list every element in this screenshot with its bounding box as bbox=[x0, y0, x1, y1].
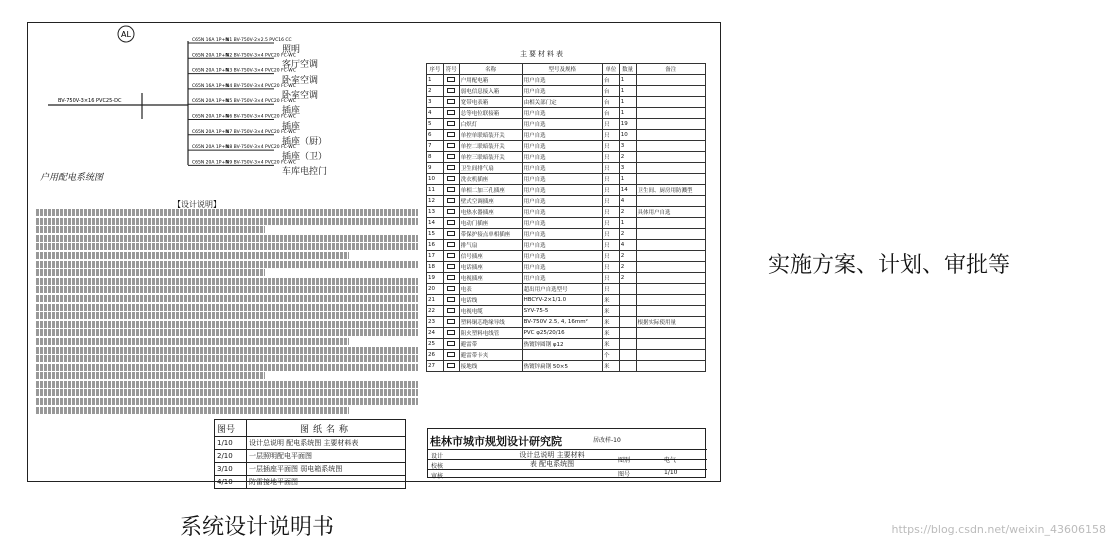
materials-row: 19 电视插座 用户自选 只 2 bbox=[427, 273, 706, 284]
legend-symbol-icon bbox=[447, 132, 455, 137]
circuit-name: 插座（卫） bbox=[282, 152, 328, 163]
signoff-label: 校核 bbox=[431, 463, 444, 470]
materials-row: 23 塑料铜芯绝缘导线 BV-750V 2.5, 4, 16mm² 米 根据实际使用量 bbox=[427, 317, 706, 328]
materials-row: 18 电话插座 用户自选 只 2 bbox=[427, 262, 706, 273]
design-notes bbox=[36, 209, 418, 415]
watermark: https://blog.csdn.net/weixin_43606158 bbox=[891, 523, 1106, 536]
materials-row: 7 单控二联暗装开关 用户自选 只 3 bbox=[427, 141, 706, 152]
drawing-list-row: 1/10 设计总说明 配电系统图 主要材料表 bbox=[215, 437, 406, 450]
legend-symbol-icon bbox=[447, 143, 455, 148]
circuit-name: 照明 bbox=[282, 45, 301, 55]
project-number: 居改样-10 bbox=[593, 437, 621, 444]
materials-row: 17 信号插座 用户自选 只 2 bbox=[427, 251, 706, 262]
breaker-label: C65N 20A 1P+N bbox=[192, 129, 229, 135]
materials-row: 1 户用配电箱 用户自选 台 1 bbox=[427, 75, 706, 86]
materials-title: 主要材料表 bbox=[520, 50, 565, 58]
materials-row: 26 避雷带卡夹 个 bbox=[427, 350, 706, 361]
legend-symbol-icon bbox=[447, 209, 455, 214]
breaker-label: C65N 20A 1P+N bbox=[192, 114, 229, 120]
circuit-name: 插座（厨） bbox=[282, 136, 328, 147]
incoming-label: BV-750V-3×16 PVC25-DC bbox=[58, 98, 122, 104]
legend-symbol-icon bbox=[447, 297, 455, 302]
legend-symbol-icon bbox=[447, 253, 455, 258]
cable-label: N3 BV-750V-3×4 PVC20 FC-WC bbox=[226, 68, 296, 74]
legend-symbol-icon bbox=[447, 231, 455, 236]
panel-id: AL bbox=[121, 30, 131, 39]
materials-header-cell: 序号 bbox=[427, 64, 444, 75]
legend-symbol-icon bbox=[447, 330, 455, 335]
materials-row: 8 单控三联暗装开关 用户自选 只 2 bbox=[427, 152, 706, 163]
organization-name: 桂林市城市规划设计研究院 bbox=[430, 435, 562, 448]
legend-symbol-icon bbox=[447, 88, 455, 93]
legend-symbol-icon bbox=[447, 264, 455, 269]
materials-row: 4 总等电位联接箱 用户自选 台 1 bbox=[427, 108, 706, 119]
materials-row: 22 电视电缆 SYV-75-5 米 bbox=[427, 306, 706, 317]
materials-header-cell: 备注 bbox=[636, 64, 705, 75]
legend-symbol-icon bbox=[447, 220, 455, 225]
title-block bbox=[427, 428, 706, 478]
materials-row: 10 洗衣机插座 用户自选 只 1 bbox=[427, 174, 706, 185]
materials-row: 2 弱电信息接入箱 用户自选 台 1 bbox=[427, 86, 706, 97]
cable-label: N1 BV-750V-2×2.5 PVC16 CC bbox=[226, 38, 292, 43]
drawing-name: 设计总说明 主要材料表 配电系统图 bbox=[519, 451, 585, 468]
cable-label: N9 BV-750V-3×4 PVC20 FC-WC bbox=[226, 160, 296, 166]
discipline-label: 图别 bbox=[618, 457, 631, 464]
legend-symbol-icon bbox=[447, 198, 455, 203]
legend-symbol-icon bbox=[447, 275, 455, 280]
drawing-sheet bbox=[27, 22, 721, 486]
signoff-label: 审核 bbox=[431, 473, 444, 480]
breaker-label: C65N 20A 1P+N bbox=[192, 68, 229, 74]
materials-row: 16 排气扇 用户自选 只 4 bbox=[427, 240, 706, 251]
notes-title: 【设计说明】 bbox=[173, 200, 221, 209]
legend-symbol-icon bbox=[447, 319, 455, 324]
legend-symbol-icon bbox=[447, 187, 455, 192]
legend-symbol-icon bbox=[447, 154, 455, 159]
materials-row: 20 电表 超出用户自选型号 只 bbox=[427, 284, 706, 295]
materials-table bbox=[426, 63, 706, 372]
legend-symbol-icon bbox=[447, 363, 455, 368]
materials-header-cell: 型号及规格 bbox=[522, 64, 602, 75]
legend-symbol-icon bbox=[447, 341, 455, 346]
breaker-label: C65N 20A 1P+N bbox=[192, 99, 229, 105]
materials-row: 3 宽带电表箱 由相关部门定 台 1 bbox=[427, 97, 706, 108]
materials-row: 13 电热水器插座 用户自选 只 2 具体用户自选 bbox=[427, 207, 706, 218]
materials-row: 9 卫生间排气扇 用户自选 只 3 bbox=[427, 163, 706, 174]
caption-right: 实施方案、计划、审批等 bbox=[768, 253, 1011, 278]
legend-symbol-icon bbox=[447, 242, 455, 247]
sheet-label: 图号 bbox=[618, 471, 631, 478]
breaker-label: C65N 20A 1P+N bbox=[192, 145, 229, 151]
materials-row: 11 单相二加三孔插座 用户自选 只 14 卫生间、厨房用防溅型 bbox=[427, 185, 706, 196]
discipline-value: 电气 bbox=[664, 457, 677, 464]
caption-bottom: 系统设计说明书 bbox=[180, 515, 335, 540]
breaker-label: C65N 20A 1P+N bbox=[192, 53, 229, 59]
materials-row: 27 接地线 热镀锌扁钢 50×5 米 bbox=[427, 361, 706, 372]
legend-symbol-icon bbox=[447, 165, 455, 170]
materials-header-cell: 单位 bbox=[603, 64, 620, 75]
signoff-label: 设计 bbox=[431, 453, 444, 460]
legend-symbol-icon bbox=[447, 99, 455, 104]
drawing-list-row: 3/10 一层插座平面图 弱电箱系统图 bbox=[215, 463, 406, 476]
materials-header-cell: 数量 bbox=[619, 64, 636, 75]
legend-symbol-icon bbox=[447, 121, 455, 126]
drawing-list-row: 2/10 一层照明配电平面图 bbox=[215, 450, 406, 463]
system-title: 户用配电系统图 bbox=[40, 173, 104, 183]
legend-symbol-icon bbox=[447, 286, 455, 291]
legend-symbol-icon bbox=[447, 352, 455, 357]
breaker-label: C65N 16A 1P+N bbox=[192, 83, 229, 89]
legend-symbol-icon bbox=[447, 77, 455, 82]
circuit-name: 插座 bbox=[282, 106, 301, 117]
drawing-list-row: 4/10 防雷接地平面图 bbox=[215, 476, 406, 489]
circuit-name: 卧室空调 bbox=[282, 90, 319, 101]
materials-row: 24 阻火塑料电线管 PVC φ25/20/16 米 bbox=[427, 328, 706, 339]
materials-row: 6 单控单联暗装开关 用户自选 只 10 bbox=[427, 130, 706, 141]
materials-header-cell: 符号 bbox=[443, 64, 459, 75]
drawing-list-table bbox=[214, 419, 406, 489]
drawing-list-header: 图纸名称 bbox=[246, 420, 405, 437]
cable-label: N7 BV-750V-3×4 PVC20 FC-WC bbox=[226, 129, 296, 135]
materials-row: 14 电动门插座 用户自选 只 1 bbox=[427, 218, 706, 229]
breaker-label: C65N 16A 1P+N bbox=[192, 38, 229, 43]
materials-row: 15 带保护接点单相插座 用户自选 只 2 bbox=[427, 229, 706, 240]
circuit-name: 车库电控门 bbox=[282, 167, 328, 178]
materials-header-cell: 名称 bbox=[459, 64, 522, 75]
circuit-name: 卧室空调 bbox=[282, 75, 319, 86]
cable-label: N2 BV-750V-3×4 PVC20 FC-WC bbox=[226, 53, 296, 59]
circuit-name: 客厅空调 bbox=[282, 60, 319, 71]
drawing-list-header: 图号 bbox=[215, 420, 247, 437]
legend-symbol-icon bbox=[447, 176, 455, 181]
cable-label: N5 BV-750V-3×4 PVC20 FC-WC bbox=[226, 99, 296, 105]
cable-label: N4 BV-750V-3×4 PVC20 FC-WC bbox=[226, 83, 296, 89]
materials-row: 12 壁式空调插座 用户自选 只 4 bbox=[427, 196, 706, 207]
materials-row: 5 白炽灯 用户自选 只 19 bbox=[427, 119, 706, 130]
legend-symbol-icon bbox=[447, 110, 455, 115]
materials-row: 25 避雷带 热镀锌圆钢 φ12 米 bbox=[427, 339, 706, 350]
breaker-label: C65N 20A 1P+N bbox=[192, 160, 229, 166]
sheet-number: 1/10 bbox=[664, 469, 678, 476]
circuit-name: 插座 bbox=[282, 121, 301, 132]
materials-row: 21 电话线 HBCYV-2×1/1.0 米 bbox=[427, 295, 706, 306]
cable-label: N8 BV-750V-3×4 PVC20 FC-WC bbox=[226, 145, 296, 151]
legend-symbol-icon bbox=[447, 308, 455, 313]
cable-label: N6 BV-750V-3×4 PVC20 FC-WC bbox=[226, 114, 296, 120]
